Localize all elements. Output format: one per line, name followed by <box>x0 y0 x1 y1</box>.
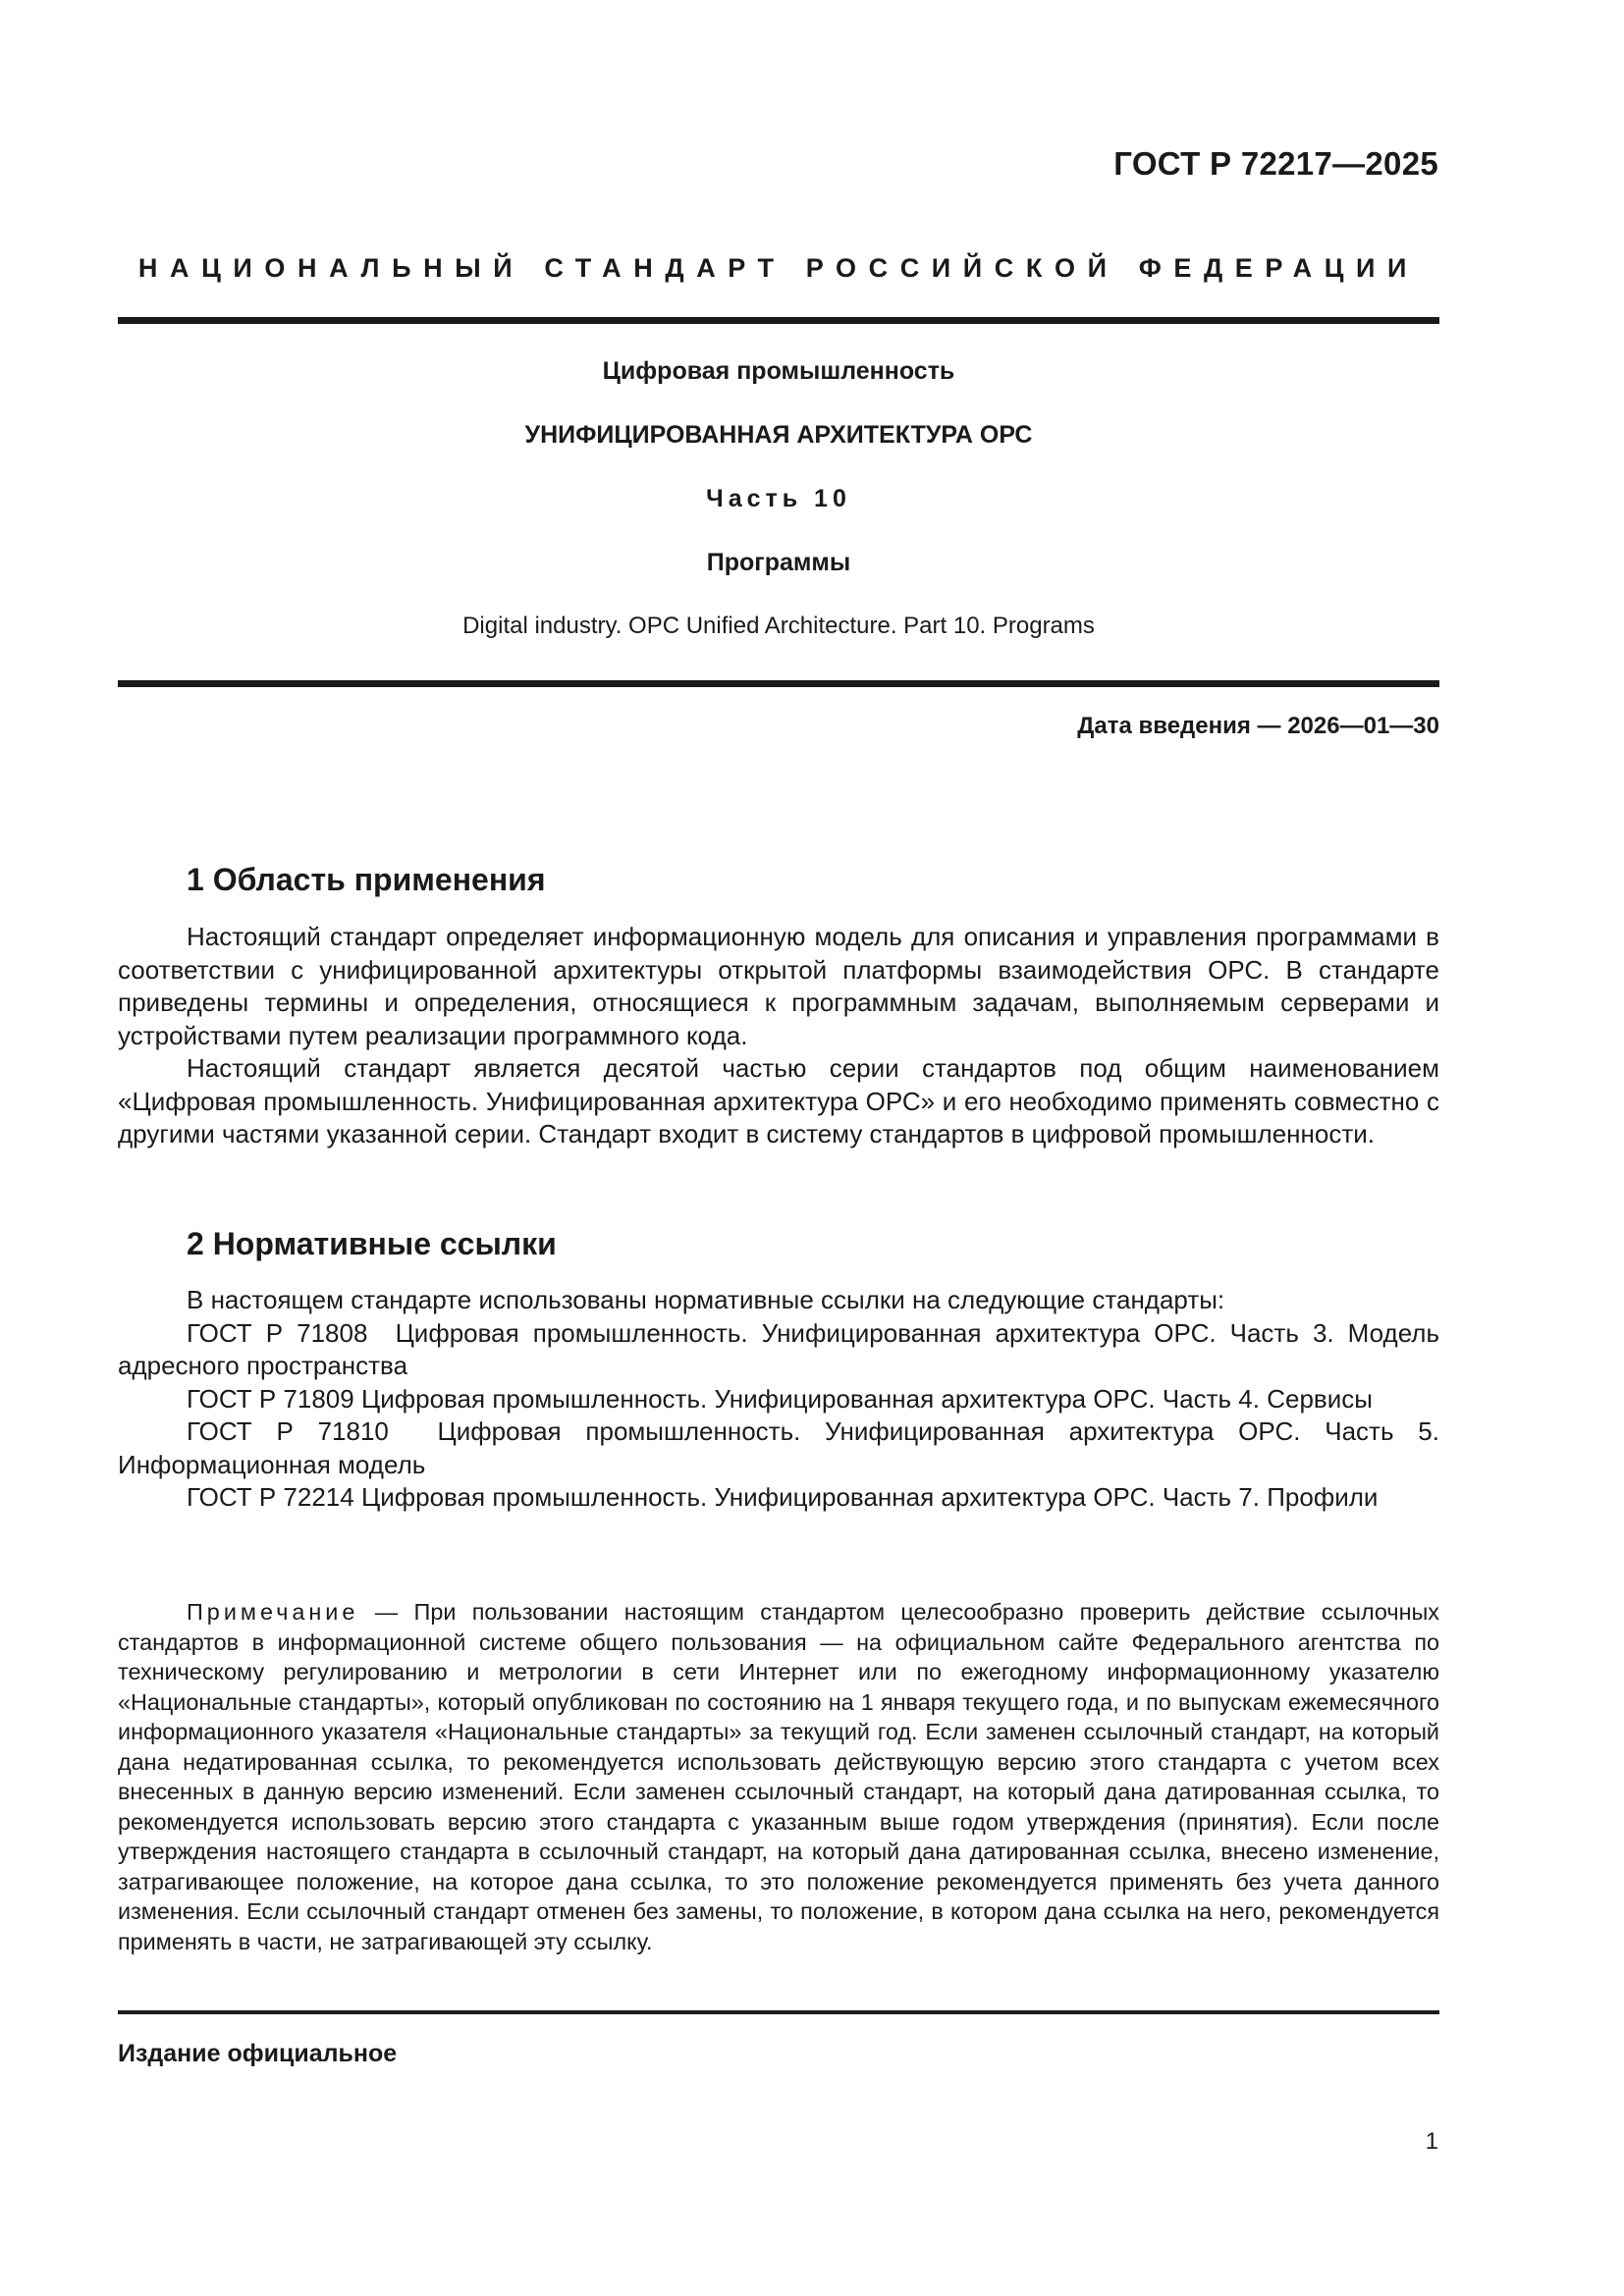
standard-designation: ГОСТ Р 72217—2025 <box>1113 145 1438 182</box>
title-english: Digital industry. OPC Unified Architecture. Part 10. Programs <box>462 613 1095 639</box>
section-1-body <box>118 921 1439 1151</box>
section-1-paragraph: Настоящий стандарт является десятой частью серии стандартов под общим наименованием «Цифровая промышленность. Унифицированная архитектура ОРС» и его необходимо применять совместно с другими частями указанной серии. Стандарт входит в систему стандартов в цифровой промышленности. <box>118 1053 1439 1148</box>
title-divider <box>118 680 1439 687</box>
title-part: Часть 10 <box>706 485 851 512</box>
reference-code: ГОСТ Р 71810 <box>187 1416 389 1446</box>
reference-code: ГОСТ Р 71809 <box>187 1383 354 1414</box>
title-architecture: УНИФИЦИРОВАННАЯ АРХИТЕКТУРА ОРС <box>524 421 1033 449</box>
note-text: — При пользовании настоящим стандартом целесообразно проверить действие ссылочных стандартов в информационной системе общего пользования — на официальном сайте Федерального агентства по техническому регулированию и метрологии в сети Интернет или по ежегодному информационному указателю «Национальные стандарты», который опубликован по состоянию на 1 января текущего года, и по выпускам ежемесячного информационного указателя «Национальные стандарты» за текущий год. Если заменен ссылочный стандарт, на который дана недатированная ссылка, то рекомендуется использовать действующую версию этого стандарта с учетом всех внесенных в данную версию изменений. Если заменен ссылочный стандарт, на который дана датированная ссылка, то рекомендуется использовать версию этого стандарта с указанным выше годом утверждения (принятия). Если после утверждения настоящего стандарта в ссылочный стандарт, на который дана датированная ссылка, внесено изменение, затрагивающее положение, на которое дана ссылка, то это положение рекомендуется применять без учета данного изменения. Если ссылочный стандарт отменен без замены, то положение, в котором дана ссылка на него, рекомендуется применять в части, не затрагивающей эту ссылку. <box>118 1599 1439 1954</box>
page-number: 1 <box>1425 2128 1438 2155</box>
reference-item <box>118 1415 1439 1481</box>
reference-item <box>118 1383 1439 1416</box>
footer-divider <box>118 2010 1439 2014</box>
reference-title: Цифровая промышленность. Унифицированная архитектура ОРС. Часть 5. Информационная модель <box>118 1416 1439 1479</box>
reference-title: Цифровая промышленность. Унифицированная архитектура ОРС. Часть 4. Сервисы <box>360 1383 1373 1414</box>
title-industry: Цифровая промышленность <box>602 357 955 385</box>
national-standard-heading: НАЦИОНАЛЬНЫЙ СТАНДАРТ РОССИЙСКОЙ ФЕДЕРАЦИИ <box>137 253 1420 283</box>
references-note <box>118 1597 1439 1956</box>
section-1-paragraph: Настоящий стандарт определяет информационную модель для описания и управления программами в соответствии с унифицированной архитектуры открытой платформы взаимодействия ОРС. В стандарте приведены термины и определения, относящиеся к программным задачам, выполняемым серверами и устройствами путем реализации программного кода. <box>118 922 1439 1050</box>
note-label: Примечание <box>187 1599 359 1625</box>
reference-code: ГОСТ Р 71808 <box>187 1317 368 1348</box>
reference-item <box>118 1317 1439 1383</box>
reference-code: ГОСТ Р 72214 <box>187 1482 354 1512</box>
references-intro: В настоящем стандарте использованы нормативные ссылки на следующие стандарты: <box>187 1285 1225 1314</box>
reference-title: Цифровая промышленность. Унифицированная архитектура ОРС. Часть 7. Профили <box>360 1482 1379 1512</box>
section-2-title: 2 Нормативные ссылки <box>187 1226 557 1261</box>
reference-title: Цифровая промышленность. Унифицированная архитектура ОРС. Часть 3. Модель адресного пространства <box>118 1317 1440 1380</box>
official-edition-label: Издание официальное <box>118 2040 398 2067</box>
section-1-title: 1 Область применения <box>187 862 546 897</box>
top-divider <box>118 317 1439 324</box>
introduction-date: Дата введения — 2026—01—30 <box>1077 713 1439 739</box>
title-subject: Программы <box>706 549 851 576</box>
section-2-body <box>118 1284 1439 1515</box>
reference-item <box>118 1481 1439 1515</box>
